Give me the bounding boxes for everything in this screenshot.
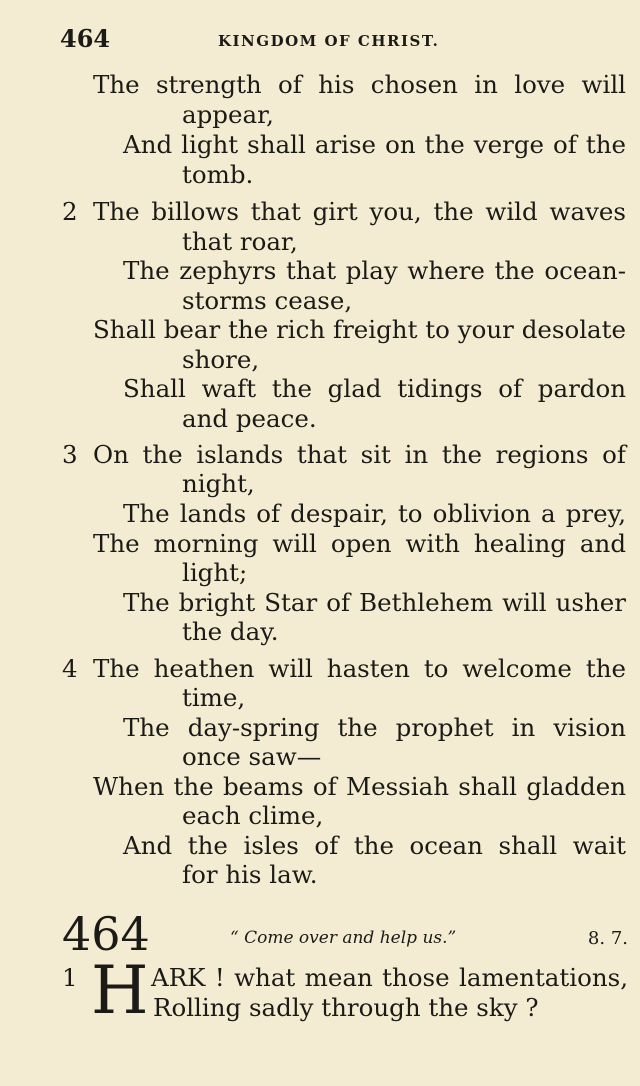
verse-line: Shall bear the rich freight to your desolate [93, 315, 626, 344]
verse-line: The zephyrs that play where the ocean- [123, 256, 626, 285]
verse-line: Rolling sadly through the sky ? [153, 993, 539, 1022]
verse-line: ARK ! what mean those lamentations, [151, 963, 628, 992]
drop-cap: H [91, 952, 149, 1029]
verse-number: 2 [62, 197, 78, 226]
verse-number: 1 [62, 963, 78, 992]
verse-line: time, [182, 683, 246, 712]
verse-line: light; [182, 558, 248, 587]
verse-line: storms cease, [182, 286, 353, 315]
verse-line: The billows that girt you, the wild waves [93, 197, 626, 226]
verse-line: The strength of his chosen in love will [93, 70, 626, 99]
page-number: 464 [60, 24, 111, 53]
verse-line: The morning will open with healing and [93, 529, 626, 558]
verse-line: When the beams of Messiah shall gladden [93, 772, 626, 801]
verse-line: shore, [182, 345, 260, 374]
verse-number: 3 [62, 440, 78, 469]
verse-line: each clime, [182, 801, 324, 830]
verse-line: appear, [182, 100, 274, 129]
verse-line: the day. [182, 617, 279, 646]
verse-line: The bright Star of Bethlehem will usher [123, 588, 626, 617]
verse-line: that roar, [182, 227, 298, 256]
verse-number: 4 [62, 654, 78, 683]
hymn-number: 464 [62, 907, 150, 961]
verse-line: once saw— [182, 742, 322, 771]
verse-line: and peace. [182, 404, 317, 433]
running-head [60, 24, 620, 56]
verse-line: night, [182, 469, 255, 498]
verse-line: tomb. [182, 160, 254, 189]
verse-line: The lands of despair, to oblivion a prey, [123, 499, 626, 528]
verse-line: Shall waft the glad tidings of pardon [123, 374, 626, 403]
verse-line: The day-spring the prophet in vision [123, 713, 626, 742]
verse-line: The heathen will hasten to welcome the [93, 654, 626, 683]
verse-line: And the isles of the ocean shall wait [123, 831, 626, 860]
verse-line: On the islands that sit in the regions of [93, 440, 626, 469]
running-title: KINGDOM OF CHRIST. [218, 32, 440, 50]
hymn-meter: 8. 7. [587, 928, 628, 949]
verse-line: And light shall arise on the verge of the [123, 130, 626, 159]
verse-line: for his law. [182, 860, 318, 889]
hymn-title: “ Come over and help us.” [230, 928, 457, 948]
